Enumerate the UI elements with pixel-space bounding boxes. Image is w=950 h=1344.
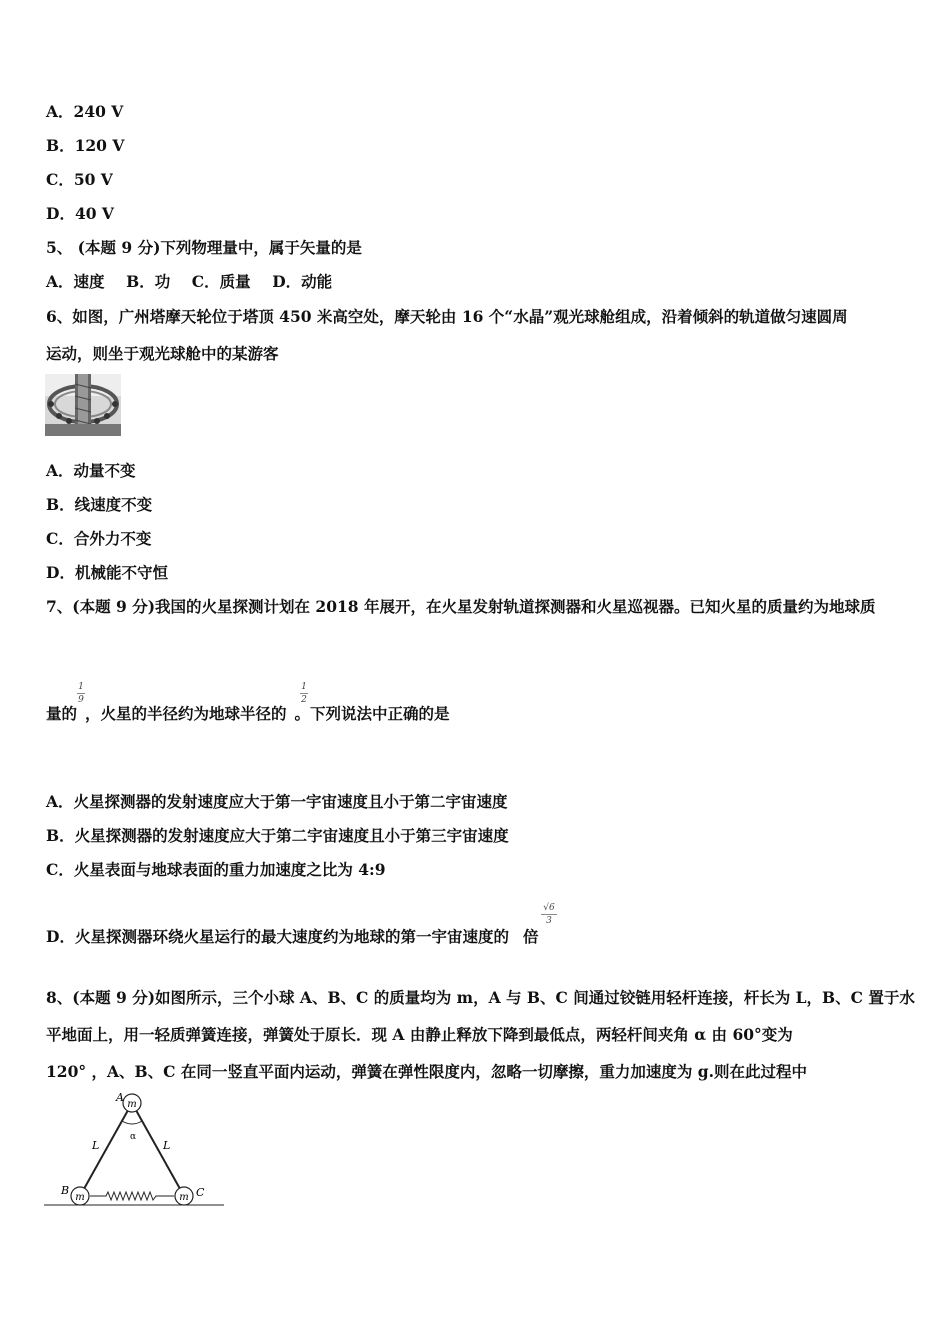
q7-option-d: D．火星探测器环绕火星运行的最大速度约为地球的第一宇宙速度的 倍 bbox=[46, 927, 539, 946]
label-rod-left: L bbox=[92, 1139, 100, 1152]
left-rod bbox=[80, 1103, 132, 1196]
spring bbox=[90, 1192, 174, 1200]
right-rod bbox=[129, 1103, 184, 1196]
q5-stem: 5、 (本题 9 分)下列物理量中，属于矢量的是 bbox=[46, 238, 362, 257]
ball-a-mass: m bbox=[127, 1099, 137, 1110]
q7-stem-line1: 7、(本题 9 分)我国的火星探测计划在 2018 年展开，在火星发射轨道探测器和火星巡视器。已知火星的质量约为地球质 bbox=[46, 597, 876, 616]
q8-stem-line2: 平地面上，用一轻质弹簧连接，弹簧处于原长．现 A 由静止释放下降到最低点，两轻杆间夹角 α 由 60°变为 bbox=[46, 1025, 793, 1044]
q7-option-a: A．火星探测器的发射速度应大于第一宇宙速度且小于第二宇宙速度 bbox=[46, 792, 508, 811]
ferris-wheel-photo bbox=[45, 374, 121, 436]
fraction-one-ninth: 1 9 bbox=[78, 682, 84, 705]
fraction-one-half: 1 2 bbox=[301, 682, 307, 705]
q6-option-b: B．线速度不变 bbox=[46, 495, 153, 514]
q8-stem-line1: 8、(本题 9 分)如图所示，三个小球 A、B、C 的质量均为 m，A 与 B、C 间通过铰链用轻杆连接，杆长为 L，B、C 置于水 bbox=[46, 988, 915, 1007]
q7-stem-line2: 量的 ，火星的半径约为地球半径的 。下列说法中正确的是 bbox=[46, 704, 450, 723]
label-rod-right: L bbox=[163, 1139, 171, 1152]
three-balls-figure bbox=[44, 1090, 226, 1210]
q6-option-d: D．机械能不守恒 bbox=[46, 563, 168, 582]
q5-options: A．速度 B．功 C．质量 D．动能 bbox=[46, 272, 333, 291]
q4-option-a: A．240 V bbox=[46, 102, 124, 121]
ferris-wheel-photo-drawing bbox=[45, 374, 121, 436]
q4-option-c: C．50 V bbox=[46, 170, 113, 189]
q7-option-b: B．火星探测器的发射速度应大于第二宇宙速度且小于第三宇宙速度 bbox=[46, 826, 509, 845]
q6-stem-line1: 6、如图，广州塔摩天轮位于塔顶 450 米高空处，摩天轮由 16 个“水晶”观光球舱组成，沿着倾斜的轨道做匀速圆周 bbox=[46, 307, 848, 326]
fraction-sqrt6-over-3: √6 3 bbox=[541, 903, 557, 926]
ball-b-mass: m bbox=[75, 1192, 85, 1203]
q4-option-d: D．40 V bbox=[46, 204, 114, 223]
q6-stem-line2: 运动，则坐于观光球舱中的某游客 bbox=[46, 344, 279, 363]
ball-c-mass: m bbox=[179, 1192, 189, 1203]
label-a: A bbox=[116, 1091, 124, 1104]
label-b: B bbox=[61, 1184, 70, 1197]
three-balls-diagram bbox=[44, 1090, 226, 1210]
q4-option-b: B．120 V bbox=[46, 136, 125, 155]
q6-option-a: A．动量不变 bbox=[46, 461, 136, 480]
label-angle: α bbox=[129, 1132, 137, 1142]
q6-option-c: C．合外力不变 bbox=[46, 529, 152, 548]
q7-option-c: C．火星表面与地球表面的重力加速度之比为 4:9 bbox=[46, 860, 386, 879]
angle-arc bbox=[122, 1121, 142, 1124]
q8-stem-line3: 120° ，A、B、C 在同一竖直平面内运动，弹簧在弹性限度内，忽略一切摩擦，重力加速度为 g.则在此过程中 bbox=[46, 1062, 807, 1081]
label-c: C bbox=[196, 1186, 205, 1199]
